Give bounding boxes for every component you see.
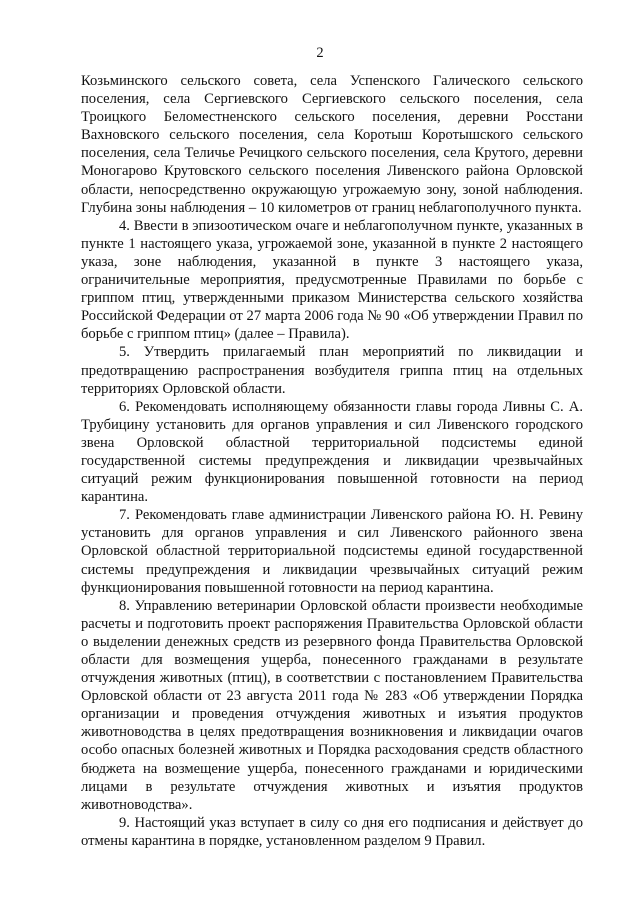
paragraph-item-9: 9. Настоящий указ вступает в силу со дня его подписания и действует до отмены карантина в порядке, установленном разделом 9 Правил. — [81, 814, 583, 849]
document-body — [81, 72, 583, 850]
paragraph-item-6: 6. Рекомендовать исполняющему обязанности главы города Ливны С. А. Трубицину установить для органов управления и сил Ливенского городского звена Орловской областной территориальной подсистемы единой государственной системы предупреждения и ликвидации чрезвычайных ситуаций режим функционирования повышенной готовности на период карантина. — [81, 398, 583, 506]
paragraph-item-7: 7. Рекомендовать главе администрации Ливенского района Ю. Н. Ревину установить для органов управления и сил Ливенского районного звена Орловской областной территориальной подсистемы единой государственной системы предупреждения и ликвидации чрезвычайных ситуаций режим функционирования повышенной готовности на период карантина. — [81, 507, 583, 596]
paragraph-item-8: 8. Управлению ветеринарии Орловской области произвести необходимые расчеты и подготовить проект распоряжения Правительства Орловской области о выделении денежных средств из резервного фонда Правительства Орловской области для возмещения ущерба, понесенного гражданами в результате отчуждения животных (птиц), в соответствии с постановлением Правительства Орловской области от 23 августа 2011 года № 283 «Об утверждении Порядка организации и проведения отчуждения животных и изъятия продуктов животноводства в целях предотвращения возникновения и ликвидации очагов особо опасных болезней животных и Порядка расходования средств областного бюджета на возмещение ущерба, понесенного гражданами и юридическими лицами в результате отчуждения животных и изъятия продуктов животноводства». — [81, 597, 583, 813]
page-number: 2 — [316, 45, 324, 61]
paragraph-item-4: 4. Ввести в эпизоотическом очаге и неблагополучном пункте, указанных в пункте 1 настоящего указа, угрожаемой зоне, указанной в пункте 2 настоящего указа, зоне наблюдения, указанной в пункте 3 настоящего указа, ограничительные мероприятия, предусмотренные Правилами по борьбе с гриппом птиц, утвержденными приказом Министерства сельского хозяйства Российской Федерации от 27 марта 2006 года № 90 «Об утверждении Правил по борьбе с гриппом птиц» (далее – Правила). — [81, 217, 583, 343]
paragraph-item-5: 5. Утвердить прилагаемый план мероприятий по ликвидации и предотвращению распространения возбудителя гриппа птиц на отдельных территориях Орловской области. — [81, 344, 583, 397]
paragraph-continuation: Козьминского сельского совета, села Успенского Галического сельского поселения, села Сергиевского Сергиевского сельского поселения, села Троицкого Беломестненского сельского поселения, деревни Росстани Вахновского сельского поселения, села Коротыш Коротышского сельского поселения, села Теличье Речицкого сельского поселения, села Крутого, деревни Моногарово Крутовского сельского поселения Ливенского района Орловской области, непосредственно окружающую угрожаемую зону, зоной наблюдения. Глубина зоны наблюдения – 10 километров от границ неблагополучного пункта. — [81, 73, 583, 216]
